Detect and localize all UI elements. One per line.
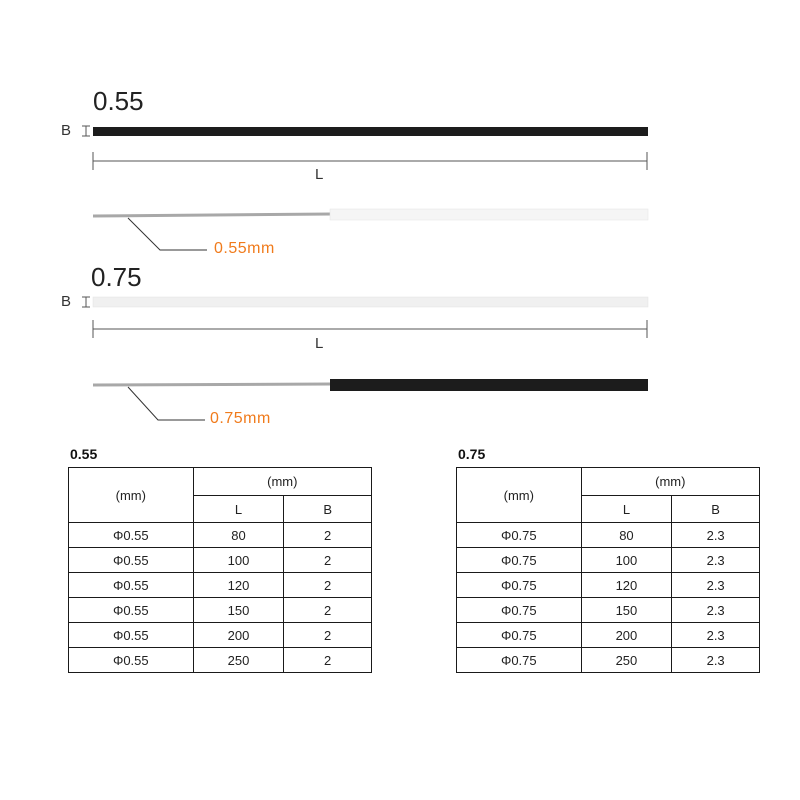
spec-table-075: [456, 467, 760, 673]
table-row: [457, 598, 760, 623]
col-header-b: B: [284, 496, 372, 523]
section-title-055: 0.55: [93, 86, 144, 116]
unit-header-cell: (mm): [193, 468, 371, 496]
col-header-b: B: [672, 496, 760, 523]
diameter-cell: Φ0.55: [69, 548, 194, 573]
length-cell: 250: [193, 648, 284, 673]
bare-wire-055: [93, 214, 332, 216]
diameter-cell: Φ0.75: [457, 548, 582, 573]
length-cell: 200: [193, 623, 284, 648]
b-cell: 2.3: [672, 523, 760, 548]
b-cell: 2.3: [672, 598, 760, 623]
length-cell: 120: [193, 573, 284, 598]
table-row: [457, 648, 760, 673]
b-cell: 2.3: [672, 548, 760, 573]
table-row: [457, 548, 760, 573]
unit-header-cell: (mm): [581, 468, 759, 496]
b-dimension-label: B: [61, 293, 72, 310]
table-row: [457, 623, 760, 648]
diameter-cell: Φ0.75: [457, 623, 582, 648]
l-dimension-line: [93, 152, 647, 170]
length-cell: 100: [581, 548, 672, 573]
callout-leader-075: [128, 387, 205, 420]
l-dimension-label: L: [315, 335, 324, 352]
diameter-cell: Φ0.75: [457, 598, 582, 623]
table-row: [69, 623, 372, 648]
b-bracket-icon: [82, 297, 90, 307]
b-cell: 2: [284, 648, 372, 673]
b-cell: 2: [284, 573, 372, 598]
diameter-callout-055: 0.55mm: [214, 240, 275, 257]
bare-wire-075: [93, 384, 332, 385]
b-dimension-label: B: [61, 122, 72, 139]
b-cell: 2.3: [672, 648, 760, 673]
col-header-l: L: [193, 496, 284, 523]
b-cell: 2: [284, 623, 372, 648]
diameter-cell: Φ0.55: [69, 648, 194, 673]
b-cell: 2: [284, 548, 372, 573]
diameter-callout-075: 0.75mm: [210, 410, 271, 427]
table-row: [69, 523, 372, 548]
diameter-cell: Φ0.75: [457, 648, 582, 673]
callout-leader-055: [128, 218, 207, 250]
b-cell: 2: [284, 523, 372, 548]
l-dimension-label: L: [315, 166, 324, 183]
length-cell: 80: [193, 523, 284, 548]
table-title-075: 0.75: [458, 446, 486, 462]
b-bracket-icon: [82, 126, 90, 136]
length-cell: 150: [581, 598, 672, 623]
length-cell: 120: [581, 573, 672, 598]
diameter-cell: Φ0.55: [69, 598, 194, 623]
table-row: [69, 548, 372, 573]
table-row: [457, 523, 760, 548]
l-dimension-line: [93, 320, 647, 338]
section-title-075: 0.75: [91, 262, 142, 292]
table-row: [69, 648, 372, 673]
b-cell: 2.3: [672, 623, 760, 648]
table-row: [69, 598, 372, 623]
length-cell: 200: [581, 623, 672, 648]
b-cell: 2.3: [672, 573, 760, 598]
length-cell: 100: [193, 548, 284, 573]
col-header-l: L: [581, 496, 672, 523]
black-sleeve-075: [330, 379, 648, 391]
b-cell: 2: [284, 598, 372, 623]
table-title-055: 0.55: [70, 446, 98, 462]
row-header-cell: (mm): [457, 468, 582, 523]
length-cell: 80: [581, 523, 672, 548]
length-cell: 250: [581, 648, 672, 673]
table-row: [457, 573, 760, 598]
diameter-cell: Φ0.55: [69, 523, 194, 548]
length-cell: 150: [193, 598, 284, 623]
diameter-cell: Φ0.75: [457, 573, 582, 598]
diameter-cell: Φ0.55: [69, 623, 194, 648]
black-rod-055: [93, 127, 648, 136]
row-header-cell: (mm): [69, 468, 194, 523]
white-sleeve-055: [330, 209, 648, 220]
spec-table-055: [68, 467, 372, 673]
diameter-cell: Φ0.55: [69, 573, 194, 598]
white-rod-075: [93, 297, 648, 307]
table-row: [69, 573, 372, 598]
diameter-cell: Φ0.75: [457, 523, 582, 548]
